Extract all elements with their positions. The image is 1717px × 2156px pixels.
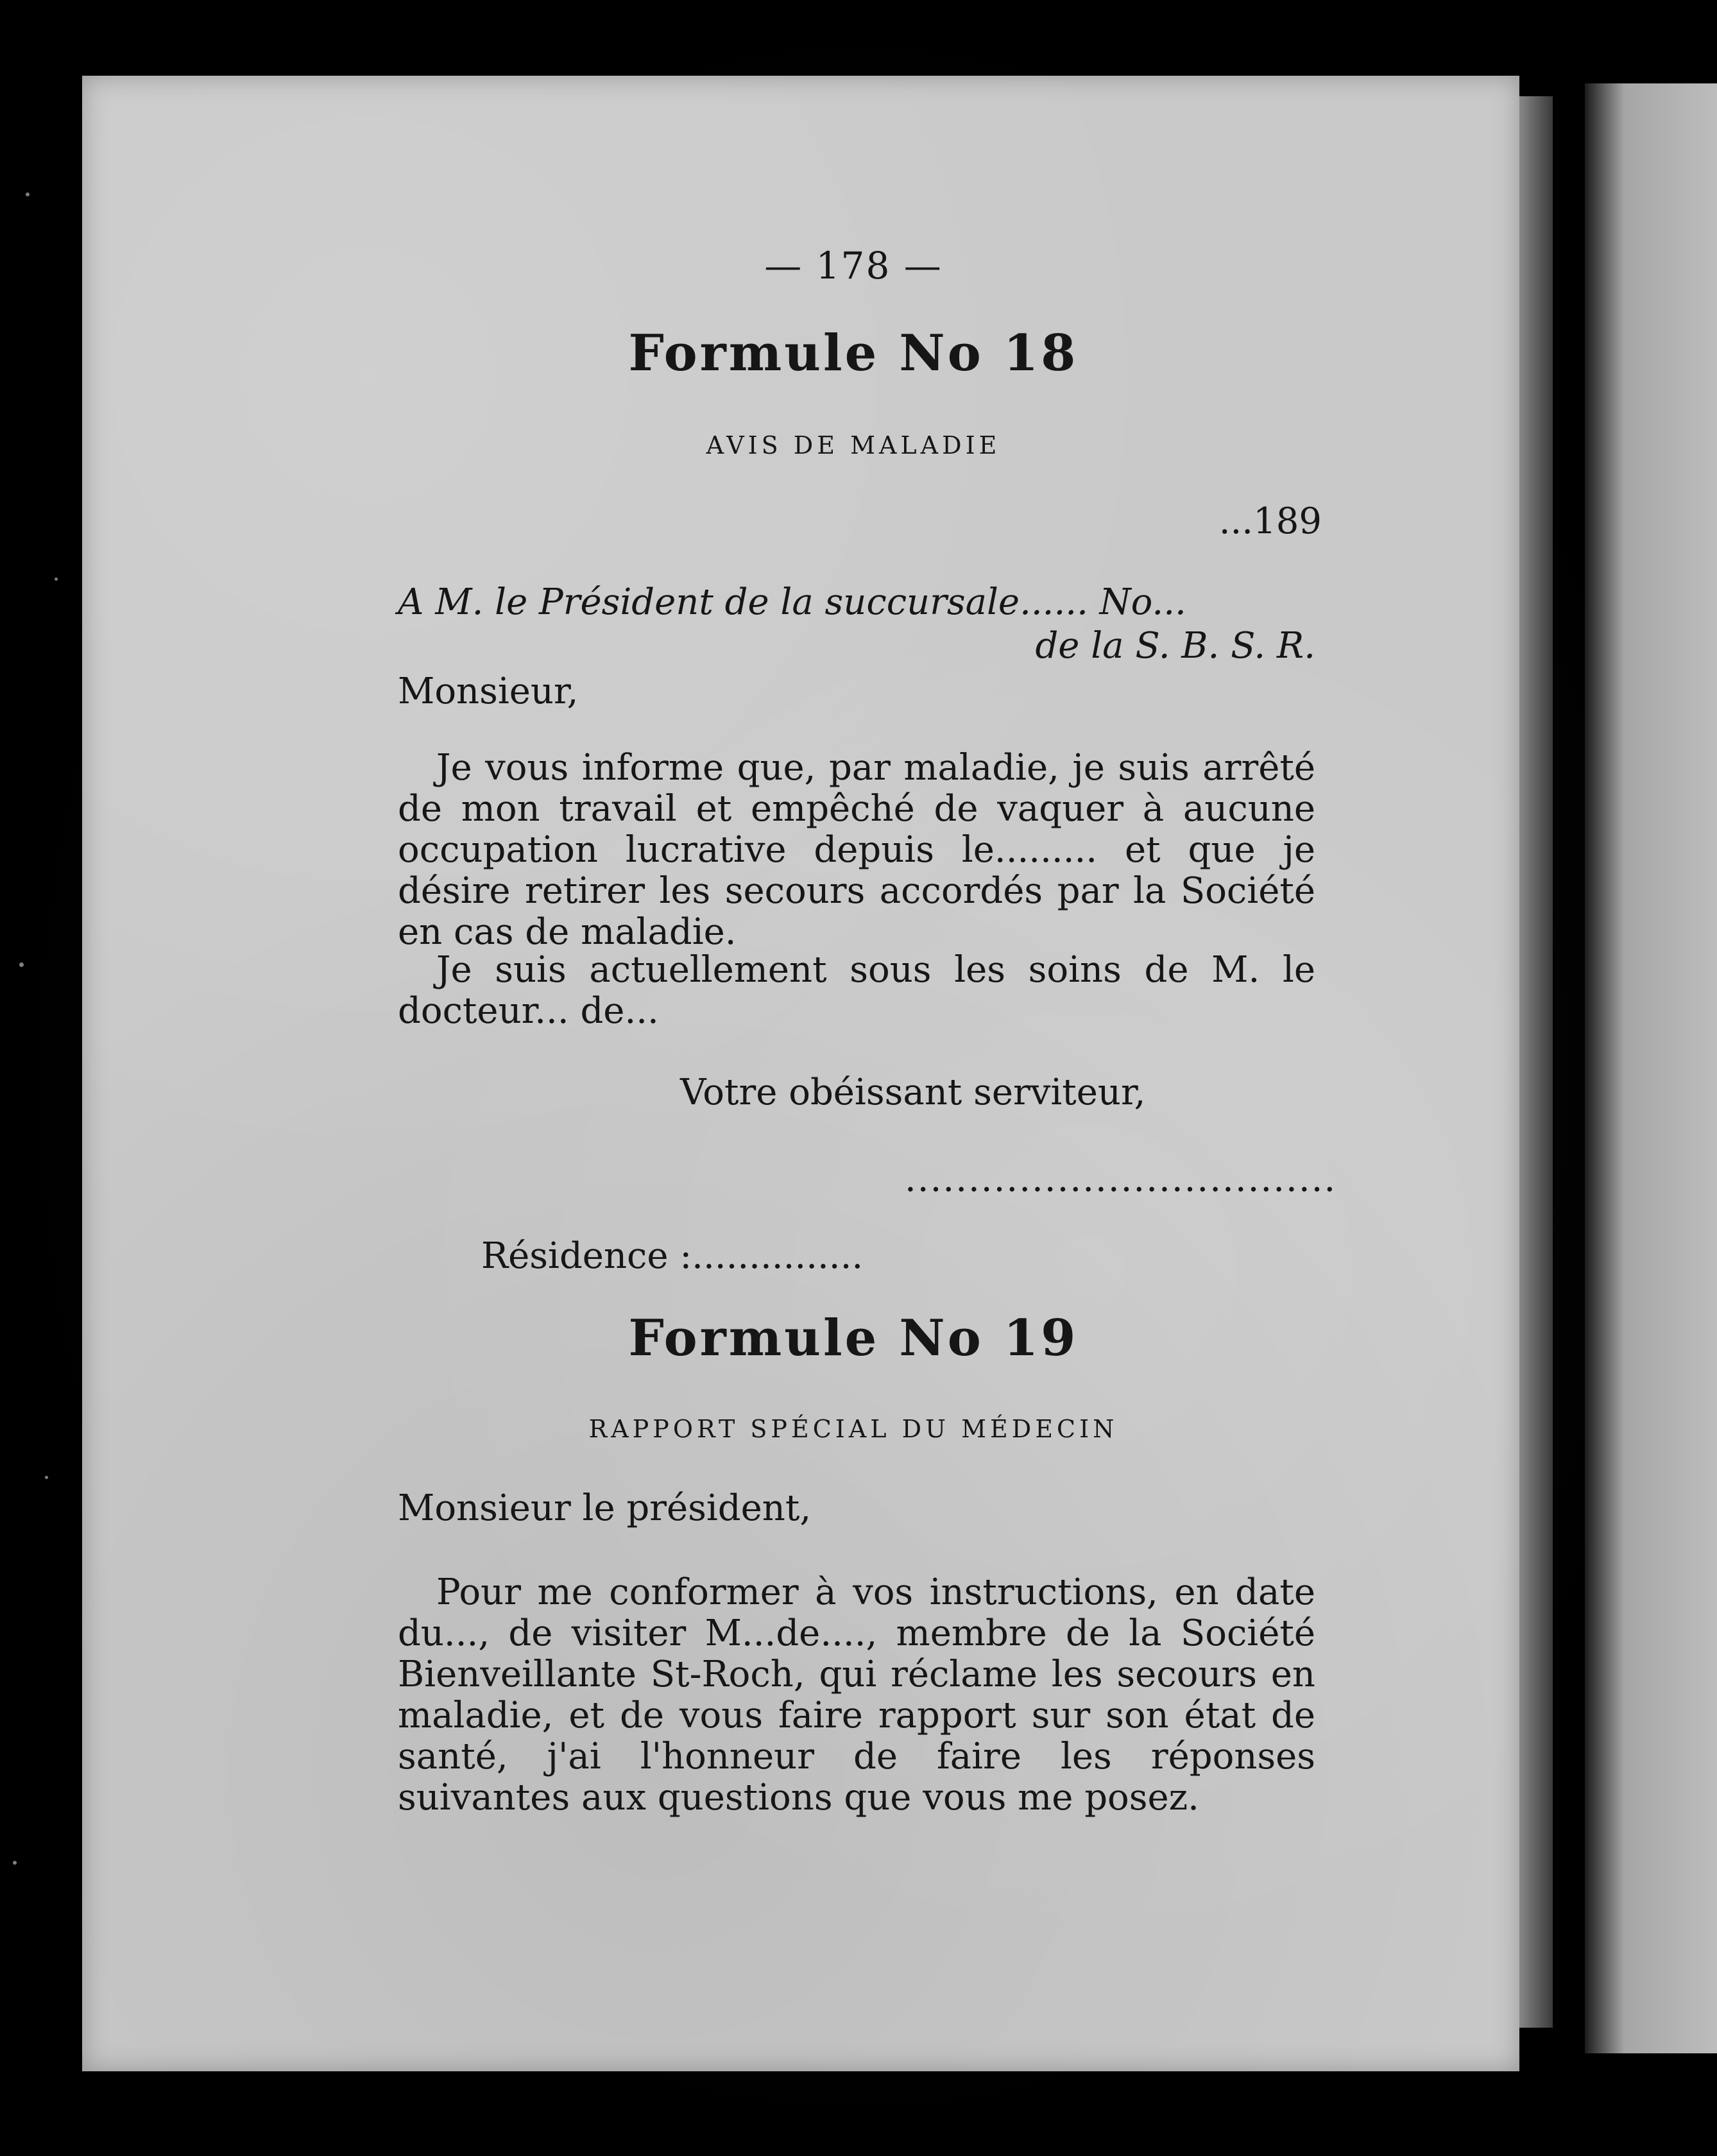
- scan-speck: [26, 193, 30, 196]
- address-line-2: de la S. B. S. R.: [1035, 625, 1315, 667]
- residence-line: Résidence :...............: [481, 1235, 864, 1277]
- form-19-paragraph-1: Pour me conformer à vos instructions, en date du..., de visiter M...de...., membre de la Société Bienveillante St-Roch, qui réclame les secours en maladie, et de vous faire rapport sur son état de santé, j'ai l'honneur de faire les réponses suivantes aux questions que vous me posez.: [398, 1571, 1315, 1818]
- address-line-1: A M. le Président de la succursale...... No...: [398, 581, 1186, 623]
- scan-speck: [13, 1861, 17, 1865]
- page-number: — 178 —: [764, 244, 943, 287]
- adjacent-page-edge: [1585, 83, 1717, 2053]
- form-18-subtitle: AVIS DE MALADIE: [706, 431, 1001, 459]
- form-18-paragraph-2: Je suis actuellement sous les soins de M. le docteur... de...: [398, 949, 1315, 1032]
- scan-speck: [55, 578, 58, 581]
- form-19-subtitle: RAPPORT SPÉCIAL DU MÉDECIN: [588, 1415, 1118, 1443]
- form-18-paragraph-1: Je vous informe que, par maladie, je suis arrêté de mon travail et empêché de vaquer à aucune occupation lucrative depuis le......... et que je désire retirer les secours accordés par la Société en cas de maladie.: [398, 747, 1315, 953]
- closing-line: Votre obéissant serviteur,: [680, 1072, 1146, 1113]
- form-19-title: Formule No 19: [628, 1309, 1079, 1367]
- date-line: ...189: [1218, 501, 1322, 542]
- address-block: [398, 581, 1315, 668]
- scan-speck: [19, 963, 24, 967]
- signature-line: ..................................: [905, 1158, 1337, 1200]
- scan-speck: [45, 1476, 48, 1479]
- form-18-salutation: Monsieur,: [398, 671, 579, 712]
- form-18-title: Formule No 18: [628, 324, 1079, 382]
- form-19-salutation: Monsieur le président,: [398, 1487, 812, 1529]
